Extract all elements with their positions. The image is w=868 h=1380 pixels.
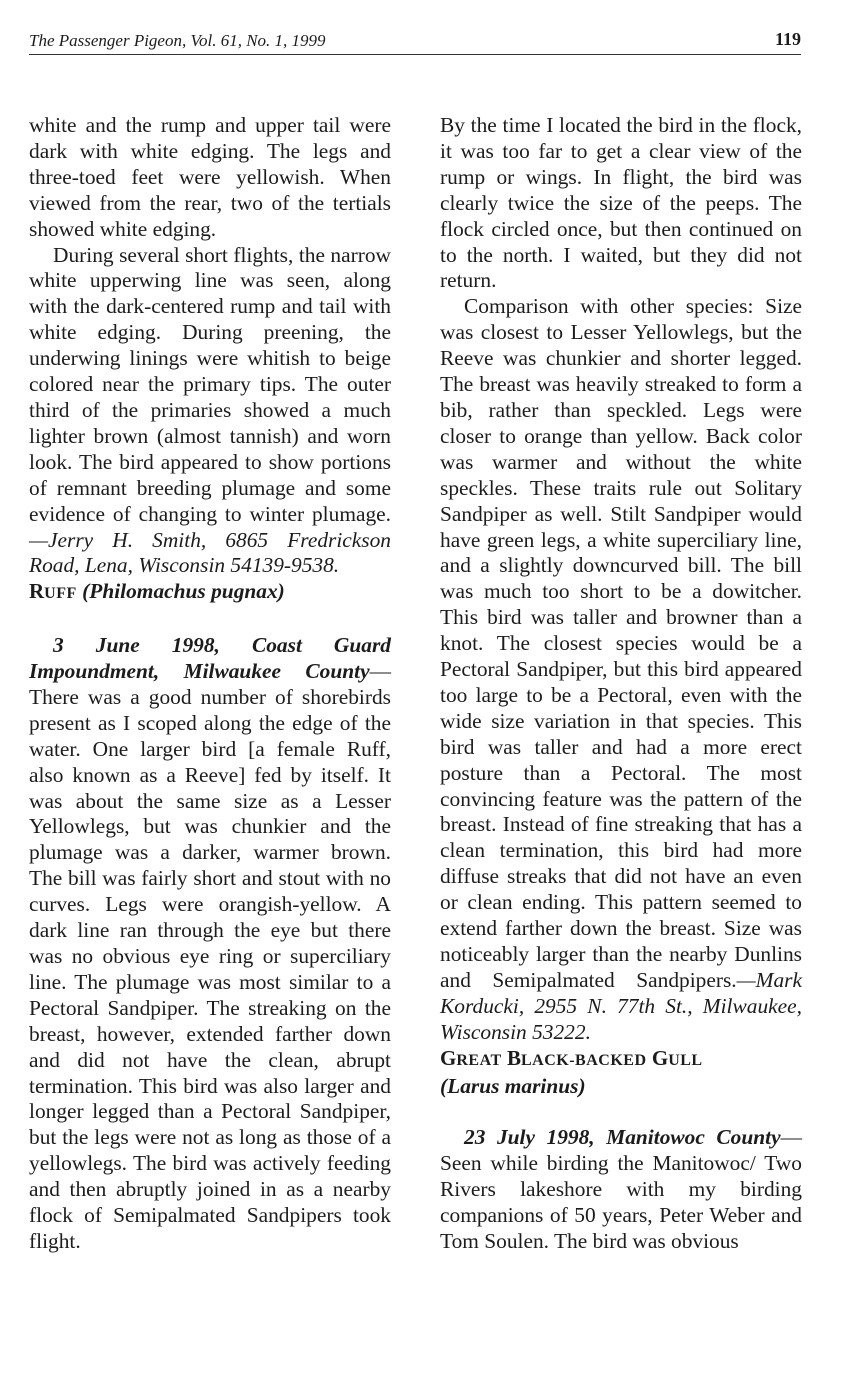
paragraph-text: Comparison with other species: Size was closest to Lesser Yellowlegs, but the Reeve was chunkier and shorter legged. The breast was heavily streaked to form a bib, rather than speckled. Legs were closer to orange than yellow. Back color was warmer and without the white speckles. These traits rule out Solitary Sandpiper as well. Stilt Sandpiper would have green legs, a white superciliary line, and a slightly downcurved bill. The bill was much too short to be a dowitcher. This bird was taller and browner than a knot. The closest species would be a Pectoral Sandpiper, but this bird appeared too large to be a Pectoral, even with the wide size variation in that species. This bird was taller and had a more erect posture than a Pectoral. The most convincing feature was the pattern of the breast. Instead of fine streaking that has a clean termination, this bird had more diffuse streaks that did not have an even or clean ending. This pattern seemed to extend farther down the breast. Size was noticeably larger than the nearby Dunlins and Semipalmated Sandpipers. <box>440 294 802 992</box>
heading-initial: R <box>29 579 45 604</box>
left-column <box>29 113 391 1255</box>
latin-name: (Philomachus pugnax) <box>82 579 285 604</box>
observation-date-location: 23 July 1998, Manitowoc County <box>464 1125 781 1150</box>
heading-smallcaps: LACK-BACKED <box>520 1051 647 1069</box>
species-heading-ruff <box>29 579 391 607</box>
paragraph-text: white and the rump and upper tail were dark with white edging. The legs and three-toed feet were yellowish. When viewed from the rear, two of the tertials showed white edging. <box>29 113 391 241</box>
paragraph <box>29 243 391 580</box>
heading-smallcaps: ULL <box>668 1051 703 1069</box>
paragraph <box>440 113 802 294</box>
species-heading-gull <box>440 1046 802 1100</box>
author-signature: —Jerry H. Smith, 6865 Fredrickson Road, Lena, Wisconsin 54139-9538. <box>29 527 391 578</box>
paragraph <box>29 113 391 243</box>
author-signature: —Mark Korducki, 2955 N. 77th St., Milwaukee, Wisconsin 53222. <box>440 967 802 1044</box>
observation-date-location: 3 June 1998, Coast Guard Impoundment, Milwaukee County <box>29 633 391 684</box>
running-header <box>29 28 801 55</box>
paragraph <box>29 633 391 1255</box>
heading-initial: B <box>506 1045 521 1070</box>
paragraph-text: —Seen while birding the Manitowoc/ Two Rivers lakeshore with my birding companions of 50 years, Peter Weber and Tom Soulen. The bird was obvious <box>440 1125 802 1253</box>
heading-smallcaps: REAT <box>456 1051 502 1069</box>
page-number: 119 <box>774 29 801 49</box>
right-column <box>440 113 802 1255</box>
paragraph <box>440 294 802 1045</box>
heading-initial: G <box>651 1045 669 1070</box>
heading-smallcaps: UFF <box>44 585 77 603</box>
latin-name: (Larus marinus) <box>440 1073 586 1098</box>
heading-initial: G <box>440 1045 457 1070</box>
paragraph <box>440 1125 802 1255</box>
paragraph-text: —There was a good number of shorebirds present as I scoped along the edge of the water. One larger bird [a female Ruff, also known as a Reeve] fed by itself. It was about the same size as a Lesser Yellowlegs, but was chunkier and the plumage was a darker, warmer brown. The bill was fairly short and stout with no curves. Legs were orangish-yellow. A dark line ran through the eye but there was no obvious eye ring or superciliary line. The plumage was most similar to a Pectoral Sandpiper. The streaking on the breast, however, extended farther down and did not have the clean, abrupt termination. This bird was also larger and longer legged than a Pectoral Sandpiper, but the legs were not as long as those of a yellowlegs. The bird was actively feeding and then abruptly joined in as a nearby flock of Semipalmated Sandpipers took flight. <box>29 659 391 1253</box>
journal-citation: The Passenger Pigeon, Vol. 61, No. 1, 1999 <box>29 31 326 50</box>
paragraph-text: During several short flights, the narrow white upperwing line was seen, along with the dark-centered rump and tail with white edging. During preening, the underwing linings were whitish to beige colored near the primary tips. The outer third of the primaries showed a much lighter brown (almost tannish) and worn look. The bird appeared to show portions of remnant breeding plumage and some evidence of changing to winter plumage. <box>29 242 391 526</box>
paragraph-text: By the time I located the bird in the flock, it was too far to get a clear view of the rump or wings. In flight, the bird was clearly twice the size of the peeps. The flock circled once, but then continued on to the north. I waited, but they did not return. <box>440 113 802 293</box>
